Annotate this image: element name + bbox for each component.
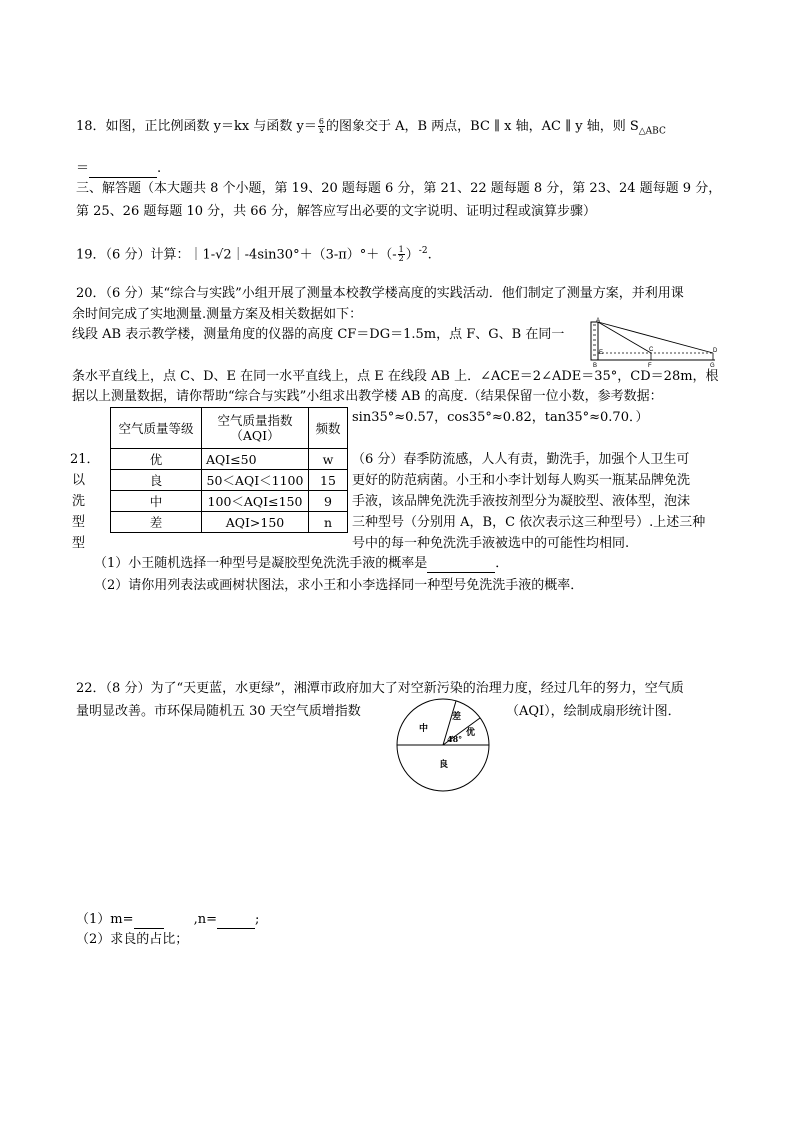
table-cell: n	[309, 512, 348, 533]
q20-line5: 据以上测量数据，请你帮助“综合与实践”小组求出教学楼 AB 的高度.（结果保留一位小数，参考数据：	[72, 389, 663, 404]
table-row	[111, 512, 348, 533]
table-cell: 15	[309, 470, 348, 491]
q20-figure	[583, 316, 723, 370]
pie-label-you: 优	[466, 728, 476, 738]
q21-side-char: 型	[72, 515, 86, 530]
q18-answer-blank[interactable]	[89, 164, 157, 178]
q22-line2-left: 量明显改善。市环保局随机五 30 天空气质增指数	[76, 704, 361, 719]
table-cell: AQI≤50	[202, 449, 309, 470]
pie-label-zhong: 中	[419, 724, 429, 734]
q22-sub1: （1）m= ,n= ;	[76, 912, 260, 927]
label-d: D	[713, 348, 718, 354]
q21-sub1-blank[interactable]	[427, 559, 495, 573]
q18-answer-line: ＝ .	[76, 161, 162, 176]
pie-angle-label: 48°	[447, 734, 463, 744]
table-row	[111, 449, 348, 470]
q20-line1: 20．（6 分）某“综合与实践”小组开展了测量本校教学楼高度的实践活动．他们制定了测量方案，并利用课	[76, 286, 684, 301]
section3-line2: 第 25、26 题每题 10 分，共 66 分，解答应写出必要的文字说明、证明过程或演算步骤）	[76, 204, 596, 219]
label-e: E	[599, 350, 604, 356]
table-cell: 差	[111, 512, 202, 533]
q21-text5: 号中的每一种免洗洗手液被选中的可能性均相同.	[352, 536, 630, 551]
table-cell: 优	[111, 449, 202, 470]
q20-line6: sin35°≈0.57，cos35°≈0.82，tan35°≈0.70．）	[352, 410, 649, 425]
label-c: C	[649, 347, 654, 353]
q19-line: 19．（6 分）计算：｜1-√2｜-4sin30°＋（3-π）°＋（- $\frac{1}{2}$ ）$^{-2}$.	[76, 245, 432, 264]
q21-text3: 手液，该品牌免洗洗手液按剂型分为凝胶型、液体型，泡沫	[352, 494, 691, 509]
q21-text1: （6 分）春季防流感，人人有责，勤洗手，加强个人卫生可	[352, 452, 690, 467]
line-ac	[598, 322, 651, 353]
table-header-cell: 频数	[309, 408, 348, 449]
table-cell: 中	[111, 491, 202, 512]
table-row	[111, 470, 348, 491]
q22-pie-chart	[395, 697, 491, 793]
table-row	[111, 491, 348, 512]
table-cell: 9	[309, 491, 348, 512]
table-cell: 良	[111, 470, 202, 491]
q22-n-blank[interactable]	[217, 915, 255, 929]
q20-line4: 条水平直线上，点 C、D、E 在同一水平直线上，点 E 在线段 AB 上．∠ACE＝2∠ADE＝35°，CD＝28m，根	[72, 369, 719, 384]
q21-sub1: （1）小王随机选择一种型号是凝胶型免洗洗手液的概率是 ．	[94, 556, 509, 571]
q21-side-char: 洗	[72, 494, 86, 509]
q21-text4: 三种型号（分别用 A，B，C 依次表示这三种型号）.上述三种	[352, 515, 706, 530]
q22-m-blank[interactable]	[134, 915, 164, 929]
table-header-row	[111, 408, 348, 449]
table-cell: 50＜AQI＜1100	[202, 470, 309, 491]
q20-line2: 余时间完成了实地测量.测量方案及相关数据如下：	[72, 307, 363, 322]
q22-line1: 22．（8 分）为了“天更蓝，水更绿”，湘潭市政府加大了对空新污染的治理力度，经过几年的努力，空气质	[76, 681, 684, 696]
q18-text: 18．如图，正比例函数 y＝kx 与函数 y＝	[76, 119, 317, 134]
q19-fraction: $\frac{1}{2}$	[398, 245, 404, 264]
label-g: G	[710, 363, 715, 369]
pie-label-liang: 良	[439, 760, 449, 770]
table-header-cell: 空气质量指数 （AQI）	[202, 408, 309, 449]
q20-line3: 线段 AB 表示教学楼，测量角度的仪器的高度 CF＝DG＝1.5m，点 F、G、B 在同一	[72, 327, 565, 342]
table-cell: w	[309, 449, 348, 470]
section3-line1: 三、解答题（本大题共 8 个小题，第 19、20 题每题 6 分，第 21、22 题每题 8 分，第 23、24 题每题 9 分，	[76, 181, 722, 196]
q18-line: 18．如图，正比例函数 y＝kx 与函数 y＝ $\frac{6}{x}$ 的图象交于 A，B 两点，BC ∥ x 轴，AC ∥ y 轴，则 $S_{\triangle ABC}$	[76, 117, 666, 137]
table-header-cell: 空气质量等级	[111, 408, 202, 449]
table-cell: 100＜AQI≤150	[202, 491, 309, 512]
building-ab	[591, 322, 598, 360]
label-b: B	[593, 363, 598, 369]
q21-side-char: 型	[72, 536, 86, 551]
label-a: A	[596, 318, 601, 324]
q21-text2: 更好的防范病菌。小王和小李计划每人购买一瓶某品牌免洗	[352, 473, 691, 488]
q22-line2-right: （AQI），绘制成扇形统计图．	[506, 704, 681, 719]
q21-number: 21．	[70, 452, 100, 467]
q21-side-char: 以	[72, 473, 86, 488]
aqi-table	[110, 407, 348, 533]
q21-sub2: （2）请你用列表法或画树状图法，求小王和小李选择同一种型号免洗洗手液的概率．	[94, 578, 584, 593]
pie-label-cha: 差	[452, 712, 462, 722]
line-ad	[598, 322, 713, 353]
q18-fraction: $\frac{6}{x}$	[318, 117, 324, 135]
q22-sub2: （2）求良的占比；	[76, 932, 189, 947]
label-f: F	[648, 363, 652, 369]
table-cell: AQI>150	[202, 512, 309, 533]
